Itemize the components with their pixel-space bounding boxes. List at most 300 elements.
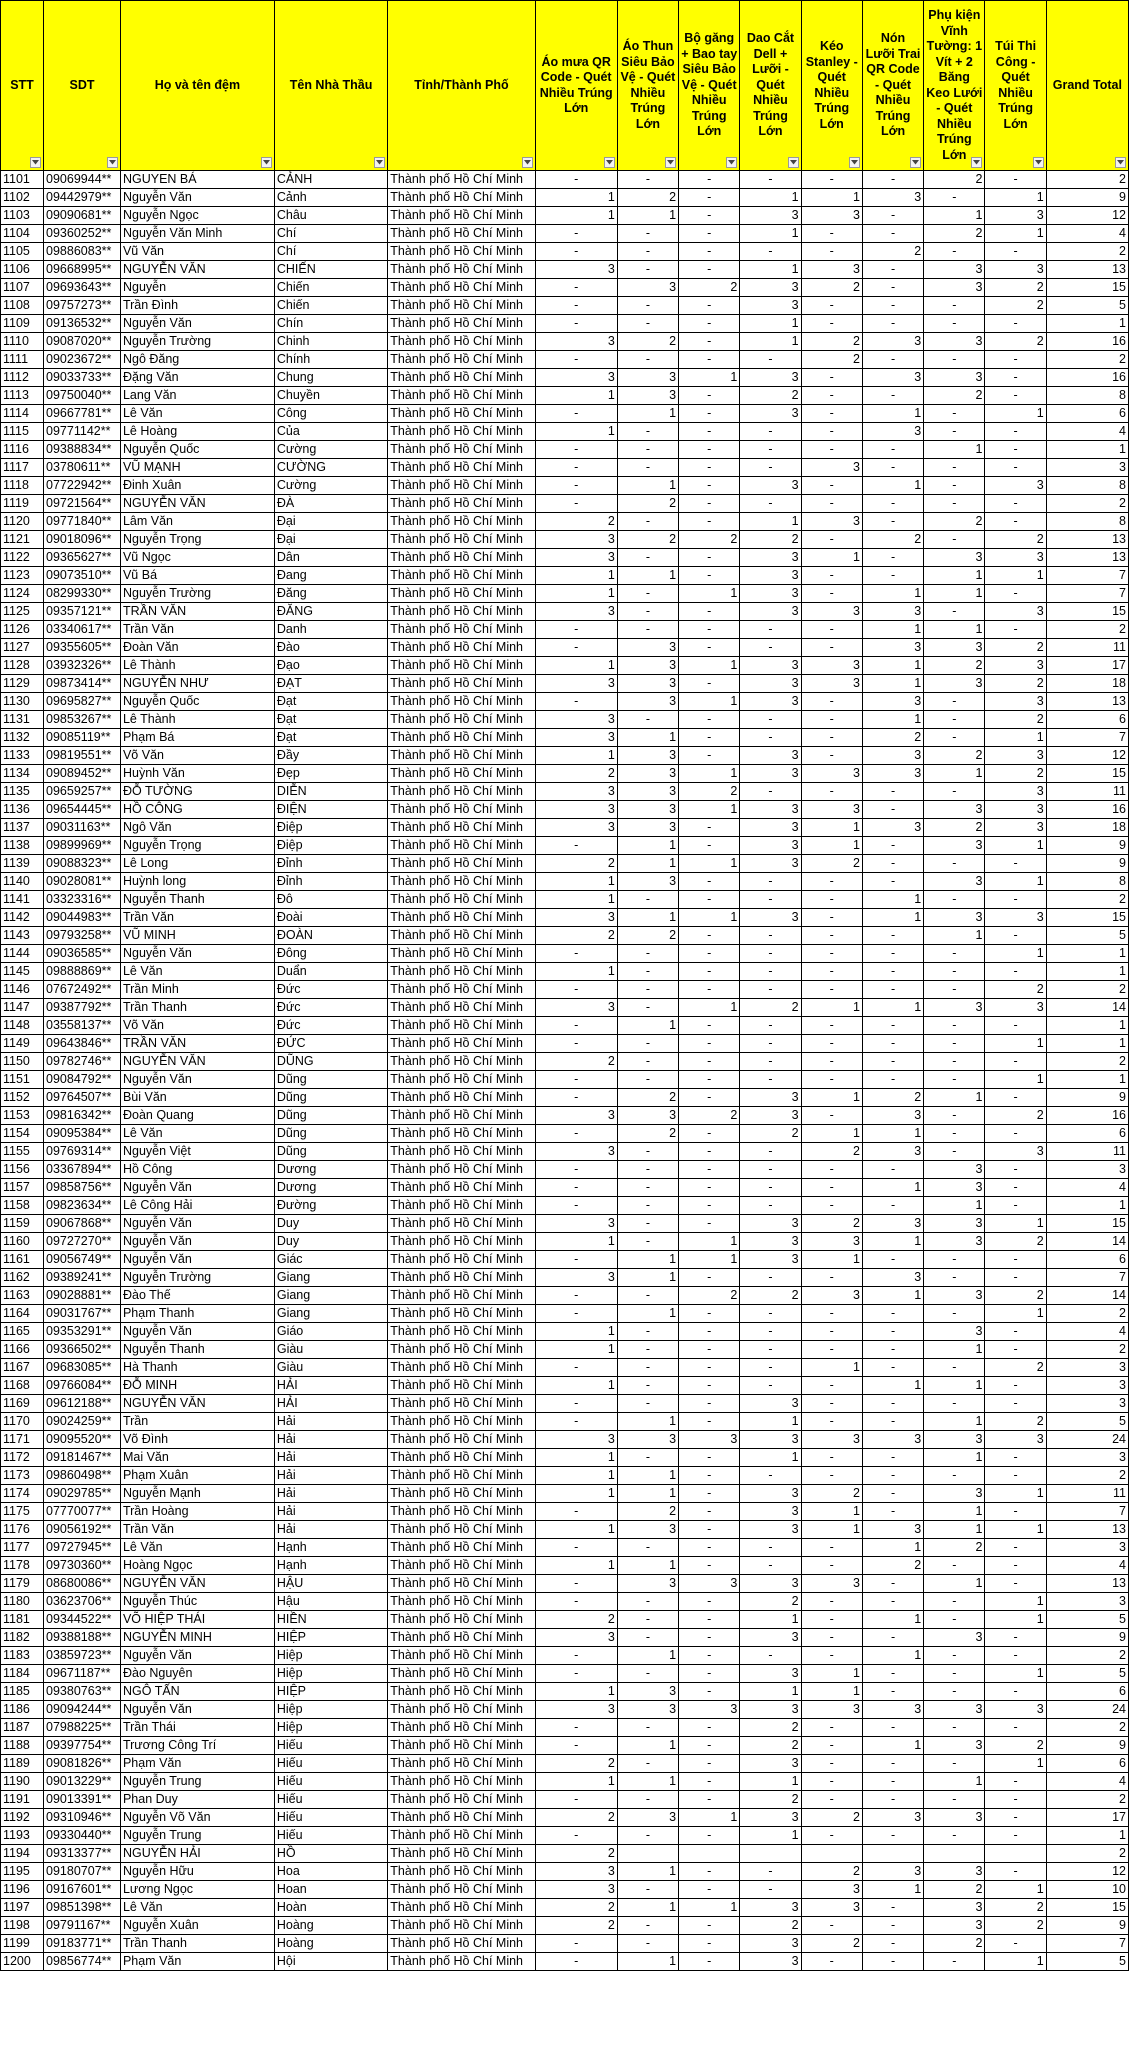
cell-non-luoi-trai[interactable]: - xyxy=(862,1935,923,1953)
cell-keo-stanley[interactable]: - xyxy=(801,621,862,639)
cell-ao-thun[interactable]: - xyxy=(617,315,678,333)
cell-sdt[interactable]: 03340617** xyxy=(44,621,121,639)
cell-grand-total[interactable]: 7 xyxy=(1046,1269,1128,1287)
cell-tui-thi-cong[interactable]: 2 xyxy=(985,639,1046,657)
filter-dropdown-icon[interactable] xyxy=(1033,157,1044,168)
cell-non-luoi-trai[interactable]: 1 xyxy=(862,1125,923,1143)
cell-stt[interactable]: 1110 xyxy=(1,333,44,351)
cell-ho-va-ten-dem[interactable]: Võ Văn xyxy=(120,747,274,765)
cell-tinh-thanh-pho[interactable]: Thành phố Hồ Chí Minh xyxy=(388,1449,535,1467)
cell-keo-stanley[interactable]: - xyxy=(801,891,862,909)
cell-grand-total[interactable]: 5 xyxy=(1046,1953,1128,1971)
cell-tui-thi-cong[interactable]: 3 xyxy=(985,801,1046,819)
cell-non-luoi-trai[interactable]: 3 xyxy=(862,603,923,621)
cell-ho-va-ten-dem[interactable]: NGUYỄN VĂN xyxy=(120,261,274,279)
cell-ten-nha-thau[interactable]: Dũng xyxy=(274,1125,387,1143)
cell-non-luoi-trai[interactable]: 3 xyxy=(862,1431,923,1449)
cell-keo-stanley[interactable]: - xyxy=(801,1161,862,1179)
cell-non-luoi-trai[interactable]: 3 xyxy=(862,747,923,765)
cell-keo-stanley[interactable]: - xyxy=(801,1467,862,1485)
cell-ao-thun[interactable]: - xyxy=(617,549,678,567)
cell-sdt[interactable]: 09028081** xyxy=(44,873,121,891)
cell-ao-mua[interactable]: 1 xyxy=(535,1233,617,1251)
cell-ho-va-ten-dem[interactable]: VÕ HIỆP THÁI xyxy=(120,1611,274,1629)
cell-stt[interactable]: 1116 xyxy=(1,441,44,459)
cell-dao-cat[interactable]: - xyxy=(740,945,801,963)
cell-grand-total[interactable]: 2 xyxy=(1046,621,1128,639)
cell-stt[interactable]: 1198 xyxy=(1,1917,44,1935)
cell-keo-stanley[interactable]: - xyxy=(801,945,862,963)
cell-bo-gang[interactable]: - xyxy=(679,1071,740,1089)
cell-ao-mua[interactable]: 2 xyxy=(535,1611,617,1629)
cell-ao-mua[interactable]: 2 xyxy=(535,1053,617,1071)
cell-bo-gang[interactable]: - xyxy=(679,1035,740,1053)
cell-dao-cat[interactable]: 3 xyxy=(740,1089,801,1107)
cell-ho-va-ten-dem[interactable]: Võ Văn xyxy=(120,1017,274,1035)
cell-non-luoi-trai[interactable]: 2 xyxy=(862,1089,923,1107)
cell-keo-stanley[interactable]: 1 xyxy=(801,1089,862,1107)
cell-ho-va-ten-dem[interactable]: Nguyễn Văn xyxy=(120,1647,274,1665)
cell-ao-thun[interactable]: 1 xyxy=(617,909,678,927)
cell-bo-gang[interactable]: 3 xyxy=(679,1575,740,1593)
cell-stt[interactable]: 1191 xyxy=(1,1791,44,1809)
cell-ao-mua[interactable]: - xyxy=(535,243,617,261)
cell-ao-mua[interactable]: - xyxy=(535,315,617,333)
cell-ho-va-ten-dem[interactable]: Nguyễn Văn xyxy=(120,1701,274,1719)
cell-tui-thi-cong[interactable]: - xyxy=(985,1395,1046,1413)
cell-stt[interactable]: 1160 xyxy=(1,1233,44,1251)
cell-ao-mua[interactable]: - xyxy=(535,1287,617,1305)
cell-grand-total[interactable]: 3 xyxy=(1046,1539,1128,1557)
cell-ten-nha-thau[interactable]: ĐĂNG xyxy=(274,603,387,621)
cell-ao-thun[interactable]: - xyxy=(617,891,678,909)
cell-ao-thun[interactable]: - xyxy=(617,1197,678,1215)
cell-ho-va-ten-dem[interactable]: Nguyễn xyxy=(120,279,274,297)
cell-phu-kien[interactable]: 3 xyxy=(924,1809,985,1827)
cell-grand-total[interactable]: 6 xyxy=(1046,1251,1128,1269)
cell-stt[interactable]: 1200 xyxy=(1,1953,44,1971)
cell-tui-thi-cong[interactable]: 1 xyxy=(985,1611,1046,1629)
cell-ao-mua[interactable]: 1 xyxy=(535,1683,617,1701)
filter-dropdown-icon[interactable] xyxy=(107,157,118,168)
cell-grand-total[interactable]: 4 xyxy=(1046,225,1128,243)
cell-stt[interactable]: 1143 xyxy=(1,927,44,945)
cell-phu-kien[interactable]: 1 xyxy=(924,1449,985,1467)
cell-keo-stanley[interactable]: 2 xyxy=(801,279,862,297)
cell-tui-thi-cong[interactable]: - xyxy=(985,1341,1046,1359)
cell-bo-gang[interactable]: - xyxy=(679,333,740,351)
cell-bo-gang[interactable]: 1 xyxy=(679,1233,740,1251)
cell-ten-nha-thau[interactable]: Chí xyxy=(274,225,387,243)
cell-tinh-thanh-pho[interactable]: Thành phố Hồ Chí Minh xyxy=(388,1557,535,1575)
cell-keo-stanley[interactable]: - xyxy=(801,171,862,189)
cell-tinh-thanh-pho[interactable]: Thành phố Hồ Chí Minh xyxy=(388,405,535,423)
cell-ao-mua[interactable]: - xyxy=(535,1719,617,1737)
cell-sdt[interactable]: 09018096** xyxy=(44,531,121,549)
cell-bo-gang[interactable]: 1 xyxy=(679,1251,740,1269)
cell-dao-cat[interactable]: 2 xyxy=(740,1737,801,1755)
cell-keo-stanley[interactable]: 1 xyxy=(801,837,862,855)
cell-phu-kien[interactable]: - xyxy=(924,423,985,441)
cell-dao-cat[interactable]: 3 xyxy=(740,1629,801,1647)
cell-ao-mua[interactable]: - xyxy=(535,945,617,963)
cell-tinh-thanh-pho[interactable]: Thành phố Hồ Chí Minh xyxy=(388,945,535,963)
cell-sdt[interactable]: 03932326** xyxy=(44,657,121,675)
cell-tui-thi-cong[interactable]: - xyxy=(985,369,1046,387)
cell-keo-stanley[interactable]: - xyxy=(801,1197,862,1215)
cell-keo-stanley[interactable]: - xyxy=(801,1413,862,1431)
cell-ten-nha-thau[interactable]: Công xyxy=(274,405,387,423)
cell-ho-va-ten-dem[interactable]: Lê Thành xyxy=(120,657,274,675)
cell-ten-nha-thau[interactable]: Đại xyxy=(274,513,387,531)
cell-stt[interactable]: 1169 xyxy=(1,1395,44,1413)
cell-ten-nha-thau[interactable]: Đầy xyxy=(274,747,387,765)
cell-sdt[interactable]: 09089452** xyxy=(44,765,121,783)
cell-stt[interactable]: 1147 xyxy=(1,999,44,1017)
cell-ao-mua[interactable]: 1 xyxy=(535,1341,617,1359)
cell-tinh-thanh-pho[interactable]: Thành phố Hồ Chí Minh xyxy=(388,711,535,729)
cell-stt[interactable]: 1172 xyxy=(1,1449,44,1467)
cell-ao-thun[interactable]: 1 xyxy=(617,1863,678,1881)
cell-non-luoi-trai[interactable]: 3 xyxy=(862,1143,923,1161)
cell-ten-nha-thau[interactable]: Giàu xyxy=(274,1341,387,1359)
cell-stt[interactable]: 1108 xyxy=(1,297,44,315)
cell-bo-gang[interactable]: - xyxy=(679,1323,740,1341)
cell-grand-total[interactable]: 7 xyxy=(1046,567,1128,585)
cell-sdt[interactable]: 09769314** xyxy=(44,1143,121,1161)
cell-dao-cat[interactable]: 2 xyxy=(740,1593,801,1611)
filter-dropdown-icon[interactable] xyxy=(604,157,615,168)
cell-phu-kien[interactable]: 3 xyxy=(924,279,985,297)
cell-dao-cat[interactable]: - xyxy=(740,1647,801,1665)
cell-grand-total[interactable]: 4 xyxy=(1046,1179,1128,1197)
cell-sdt[interactable]: 09886083** xyxy=(44,243,121,261)
cell-non-luoi-trai[interactable]: - xyxy=(862,1395,923,1413)
cell-tui-thi-cong[interactable]: 1 xyxy=(985,729,1046,747)
cell-sdt[interactable]: 09056192** xyxy=(44,1521,121,1539)
cell-phu-kien[interactable]: 1 xyxy=(924,765,985,783)
cell-ao-mua[interactable]: 3 xyxy=(535,531,617,549)
cell-non-luoi-trai[interactable]: 3 xyxy=(862,1701,923,1719)
cell-ao-thun[interactable]: - xyxy=(617,963,678,981)
cell-tinh-thanh-pho[interactable]: Thành phố Hồ Chí Minh xyxy=(388,765,535,783)
cell-grand-total[interactable]: 9 xyxy=(1046,1629,1128,1647)
cell-bo-gang[interactable]: - xyxy=(679,387,740,405)
cell-tui-thi-cong[interactable]: 2 xyxy=(985,279,1046,297)
cell-phu-kien[interactable]: 3 xyxy=(924,369,985,387)
cell-tui-thi-cong[interactable]: 3 xyxy=(985,261,1046,279)
cell-ao-thun[interactable]: - xyxy=(617,1665,678,1683)
cell-ao-thun[interactable]: 3 xyxy=(617,783,678,801)
cell-phu-kien[interactable]: 3 xyxy=(924,1287,985,1305)
cell-sdt[interactable]: 09442979** xyxy=(44,189,121,207)
cell-tinh-thanh-pho[interactable]: Thành phố Hồ Chí Minh xyxy=(388,1089,535,1107)
cell-dao-cat[interactable]: 3 xyxy=(740,747,801,765)
cell-dao-cat[interactable]: 3 xyxy=(740,1215,801,1233)
cell-dao-cat[interactable]: 2 xyxy=(740,999,801,1017)
cell-ao-mua[interactable]: 1 xyxy=(535,1773,617,1791)
cell-dao-cat[interactable]: 1 xyxy=(740,261,801,279)
filter-dropdown-icon[interactable] xyxy=(30,157,41,168)
cell-ao-thun[interactable]: 3 xyxy=(617,801,678,819)
cell-ao-mua[interactable]: 1 xyxy=(535,963,617,981)
cell-phu-kien[interactable]: 3 xyxy=(924,1485,985,1503)
cell-ao-thun[interactable]: 3 xyxy=(617,1683,678,1701)
cell-non-luoi-trai[interactable]: - xyxy=(862,963,923,981)
cell-phu-kien[interactable]: 1 xyxy=(924,1197,985,1215)
cell-ao-thun[interactable]: - xyxy=(617,1395,678,1413)
cell-ao-thun[interactable]: 3 xyxy=(617,693,678,711)
cell-bo-gang[interactable]: 2 xyxy=(679,531,740,549)
cell-phu-kien[interactable]: - xyxy=(924,1269,985,1287)
cell-ho-va-ten-dem[interactable]: Nguyễn Quốc xyxy=(120,693,274,711)
cell-tinh-thanh-pho[interactable]: Thành phố Hồ Chí Minh xyxy=(388,369,535,387)
cell-keo-stanley[interactable]: - xyxy=(801,909,862,927)
cell-ho-va-ten-dem[interactable]: Nguyễn Thanh xyxy=(120,1341,274,1359)
cell-dao-cat[interactable]: - xyxy=(740,927,801,945)
cell-stt[interactable]: 1177 xyxy=(1,1539,44,1557)
cell-dao-cat[interactable]: - xyxy=(740,1161,801,1179)
cell-sdt[interactable]: 09366502** xyxy=(44,1341,121,1359)
cell-sdt[interactable]: 09013391** xyxy=(44,1791,121,1809)
cell-tui-thi-cong[interactable]: - xyxy=(985,1197,1046,1215)
cell-ao-mua[interactable]: 3 xyxy=(535,1431,617,1449)
cell-non-luoi-trai[interactable]: 1 xyxy=(862,891,923,909)
cell-keo-stanley[interactable]: 1 xyxy=(801,1125,862,1143)
cell-non-luoi-trai[interactable]: 3 xyxy=(862,1521,923,1539)
cell-phu-kien[interactable]: - xyxy=(924,1593,985,1611)
cell-phu-kien[interactable]: 3 xyxy=(924,549,985,567)
cell-tinh-thanh-pho[interactable]: Thành phố Hồ Chí Minh xyxy=(388,1791,535,1809)
cell-ao-thun[interactable]: 1 xyxy=(617,567,678,585)
cell-keo-stanley[interactable]: 3 xyxy=(801,657,862,675)
cell-stt[interactable]: 1197 xyxy=(1,1899,44,1917)
cell-ao-thun[interactable]: 1 xyxy=(617,1899,678,1917)
cell-bo-gang[interactable]: 2 xyxy=(679,279,740,297)
cell-ao-thun[interactable]: - xyxy=(617,1917,678,1935)
cell-keo-stanley[interactable]: - xyxy=(801,729,862,747)
cell-ao-thun[interactable]: 3 xyxy=(617,1575,678,1593)
cell-ao-thun[interactable]: - xyxy=(617,711,678,729)
cell-tui-thi-cong[interactable]: - xyxy=(985,1539,1046,1557)
cell-sdt[interactable]: 09183771** xyxy=(44,1935,121,1953)
cell-keo-stanley[interactable]: - xyxy=(801,1629,862,1647)
cell-ao-thun[interactable]: 1 xyxy=(617,837,678,855)
cell-non-luoi-trai[interactable]: 1 xyxy=(862,999,923,1017)
cell-non-luoi-trai[interactable]: - xyxy=(862,1827,923,1845)
cell-grand-total[interactable]: 18 xyxy=(1046,819,1128,837)
cell-ten-nha-thau[interactable]: Đạo xyxy=(274,657,387,675)
cell-sdt[interactable]: 09683085** xyxy=(44,1359,121,1377)
cell-bo-gang[interactable]: 1 xyxy=(679,1899,740,1917)
cell-keo-stanley[interactable]: 3 xyxy=(801,1575,862,1593)
cell-bo-gang[interactable]: 1 xyxy=(679,657,740,675)
cell-dao-cat[interactable]: - xyxy=(740,639,801,657)
cell-grand-total[interactable]: 9 xyxy=(1046,1089,1128,1107)
cell-ao-thun[interactable]: 3 xyxy=(617,747,678,765)
cell-dao-cat[interactable]: 3 xyxy=(740,1809,801,1827)
cell-phu-kien[interactable]: - xyxy=(924,531,985,549)
cell-phu-kien[interactable]: 1 xyxy=(924,585,985,603)
cell-phu-kien[interactable]: - xyxy=(924,1071,985,1089)
cell-bo-gang[interactable]: - xyxy=(679,675,740,693)
cell-grand-total[interactable]: 2 xyxy=(1046,1305,1128,1323)
cell-tinh-thanh-pho[interactable]: Thành phố Hồ Chí Minh xyxy=(388,1593,535,1611)
cell-ao-thun[interactable]: 1 xyxy=(617,1017,678,1035)
cell-tinh-thanh-pho[interactable]: Thành phố Hồ Chí Minh xyxy=(388,1521,535,1539)
cell-tui-thi-cong[interactable]: - xyxy=(985,1053,1046,1071)
cell-phu-kien[interactable]: 1 xyxy=(924,621,985,639)
cell-non-luoi-trai[interactable]: - xyxy=(862,1593,923,1611)
cell-phu-kien[interactable]: - xyxy=(924,315,985,333)
cell-ho-va-ten-dem[interactable]: NGUYỄN VĂN xyxy=(120,1395,274,1413)
cell-ho-va-ten-dem[interactable]: Nguyễn Văn xyxy=(120,1215,274,1233)
cell-phu-kien[interactable]: - xyxy=(924,1683,985,1701)
cell-ao-mua[interactable]: 2 xyxy=(535,765,617,783)
cell-tui-thi-cong[interactable]: 2 xyxy=(985,765,1046,783)
cell-sdt[interactable]: 09853267** xyxy=(44,711,121,729)
cell-tui-thi-cong[interactable]: 1 xyxy=(985,1521,1046,1539)
cell-non-luoi-trai[interactable]: 3 xyxy=(862,693,923,711)
cell-tui-thi-cong[interactable]: - xyxy=(985,891,1046,909)
cell-keo-stanley[interactable]: 1 xyxy=(801,1521,862,1539)
cell-stt[interactable]: 1178 xyxy=(1,1557,44,1575)
cell-bo-gang[interactable]: - xyxy=(679,1539,740,1557)
cell-keo-stanley[interactable]: 2 xyxy=(801,1935,862,1953)
cell-keo-stanley[interactable]: 2 xyxy=(801,351,862,369)
cell-non-luoi-trai[interactable]: - xyxy=(862,567,923,585)
cell-ten-nha-thau[interactable]: Dân xyxy=(274,549,387,567)
cell-dao-cat[interactable]: - xyxy=(740,1881,801,1899)
cell-dao-cat[interactable]: - xyxy=(740,873,801,891)
cell-tinh-thanh-pho[interactable]: Thành phố Hồ Chí Minh xyxy=(388,1341,535,1359)
cell-tinh-thanh-pho[interactable]: Thành phố Hồ Chí Minh xyxy=(388,243,535,261)
cell-dao-cat[interactable]: 1 xyxy=(740,1827,801,1845)
cell-tui-thi-cong[interactable]: 2 xyxy=(985,675,1046,693)
cell-non-luoi-trai[interactable]: 1 xyxy=(862,909,923,927)
cell-ten-nha-thau[interactable]: Đô xyxy=(274,891,387,909)
cell-tinh-thanh-pho[interactable]: Thành phố Hồ Chí Minh xyxy=(388,927,535,945)
cell-phu-kien[interactable]: - xyxy=(924,1827,985,1845)
cell-ho-va-ten-dem[interactable]: Lê Long xyxy=(120,855,274,873)
cell-ao-mua[interactable]: - xyxy=(535,1197,617,1215)
cell-tinh-thanh-pho[interactable]: Thành phố Hồ Chí Minh xyxy=(388,621,535,639)
cell-keo-stanley[interactable]: - xyxy=(801,711,862,729)
cell-keo-stanley[interactable]: - xyxy=(801,1017,862,1035)
cell-dao-cat[interactable]: - xyxy=(740,459,801,477)
cell-non-luoi-trai[interactable]: 1 xyxy=(862,585,923,603)
cell-ao-thun[interactable]: 1 xyxy=(617,207,678,225)
cell-ho-va-ten-dem[interactable]: NGUYỄN VĂN xyxy=(120,1575,274,1593)
cell-ho-va-ten-dem[interactable]: Nguyễn Văn xyxy=(120,1233,274,1251)
cell-ten-nha-thau[interactable]: Dũng xyxy=(274,1143,387,1161)
cell-ao-thun[interactable]: - xyxy=(617,1053,678,1071)
cell-non-luoi-trai[interactable]: - xyxy=(862,1251,923,1269)
cell-tinh-thanh-pho[interactable]: Thành phố Hồ Chí Minh xyxy=(388,1359,535,1377)
cell-tinh-thanh-pho[interactable]: Thành phố Hồ Chí Minh xyxy=(388,801,535,819)
cell-ao-mua[interactable]: - xyxy=(535,495,617,513)
cell-ao-thun[interactable]: 3 xyxy=(617,279,678,297)
cell-dao-cat[interactable]: - xyxy=(740,1035,801,1053)
cell-non-luoi-trai[interactable]: - xyxy=(862,1575,923,1593)
cell-tinh-thanh-pho[interactable]: Thành phố Hồ Chí Minh xyxy=(388,1269,535,1287)
cell-ho-va-ten-dem[interactable]: Trần Thanh xyxy=(120,999,274,1017)
cell-stt[interactable]: 1139 xyxy=(1,855,44,873)
cell-dao-cat[interactable]: 3 xyxy=(740,477,801,495)
cell-tui-thi-cong[interactable]: 1 xyxy=(985,1593,1046,1611)
cell-keo-stanley[interactable] xyxy=(801,1845,862,1863)
cell-bo-gang[interactable]: - xyxy=(679,225,740,243)
cell-phu-kien[interactable]: - xyxy=(924,1467,985,1485)
cell-keo-stanley[interactable]: - xyxy=(801,477,862,495)
cell-ao-mua[interactable]: - xyxy=(535,477,617,495)
cell-tui-thi-cong[interactable]: 1 xyxy=(985,225,1046,243)
cell-tui-thi-cong[interactable]: 1 xyxy=(985,567,1046,585)
cell-sdt[interactable]: 09693643** xyxy=(44,279,121,297)
cell-phu-kien[interactable]: 3 xyxy=(924,999,985,1017)
cell-stt[interactable]: 1150 xyxy=(1,1053,44,1071)
cell-grand-total[interactable]: 2 xyxy=(1046,171,1128,189)
cell-ao-thun[interactable]: 1 xyxy=(617,1953,678,1971)
cell-tinh-thanh-pho[interactable]: Thành phố Hồ Chí Minh xyxy=(388,783,535,801)
cell-bo-gang[interactable]: 1 xyxy=(679,1809,740,1827)
cell-tinh-thanh-pho[interactable]: Thành phố Hồ Chí Minh xyxy=(388,693,535,711)
cell-tinh-thanh-pho[interactable]: Thành phố Hồ Chí Minh xyxy=(388,603,535,621)
cell-ao-thun[interactable]: 3 xyxy=(617,1521,678,1539)
cell-keo-stanley[interactable]: 3 xyxy=(801,207,862,225)
filter-dropdown-icon[interactable] xyxy=(726,157,737,168)
cell-tui-thi-cong[interactable]: 3 xyxy=(985,1431,1046,1449)
cell-non-luoi-trai[interactable]: 3 xyxy=(862,369,923,387)
cell-tinh-thanh-pho[interactable]: Thành phố Hồ Chí Minh xyxy=(388,675,535,693)
cell-ho-va-ten-dem[interactable]: Trần Văn xyxy=(120,621,274,639)
cell-tinh-thanh-pho[interactable]: Thành phố Hồ Chí Minh xyxy=(388,1485,535,1503)
cell-grand-total[interactable]: 8 xyxy=(1046,387,1128,405)
cell-phu-kien[interactable]: 1 xyxy=(924,927,985,945)
cell-ho-va-ten-dem[interactable]: VŨ MINH xyxy=(120,927,274,945)
cell-dao-cat[interactable]: - xyxy=(740,621,801,639)
cell-non-luoi-trai[interactable]: - xyxy=(862,1449,923,1467)
cell-sdt[interactable]: 09088323** xyxy=(44,855,121,873)
cell-tinh-thanh-pho[interactable]: Thành phố Hồ Chí Minh xyxy=(388,729,535,747)
cell-ao-thun[interactable]: - xyxy=(617,1755,678,1773)
cell-tinh-thanh-pho[interactable]: Thành phố Hồ Chí Minh xyxy=(388,1431,535,1449)
cell-ten-nha-thau[interactable]: Hải xyxy=(274,1485,387,1503)
cell-stt[interactable]: 1105 xyxy=(1,243,44,261)
cell-sdt[interactable]: 09856774** xyxy=(44,1953,121,1971)
cell-non-luoi-trai[interactable]: - xyxy=(862,1485,923,1503)
cell-keo-stanley[interactable]: - xyxy=(801,369,862,387)
cell-ten-nha-thau[interactable]: Đoài xyxy=(274,909,387,927)
cell-ten-nha-thau[interactable]: Điệp xyxy=(274,819,387,837)
cell-dao-cat[interactable]: 1 xyxy=(740,1611,801,1629)
cell-tinh-thanh-pho[interactable]: Thành phố Hồ Chí Minh xyxy=(388,999,535,1017)
cell-phu-kien[interactable]: 3 xyxy=(924,1863,985,1881)
cell-ao-thun[interactable]: 2 xyxy=(617,189,678,207)
cell-grand-total[interactable]: 4 xyxy=(1046,1773,1128,1791)
cell-keo-stanley[interactable]: - xyxy=(801,441,862,459)
cell-tinh-thanh-pho[interactable]: Thành phố Hồ Chí Minh xyxy=(388,1935,535,1953)
cell-phu-kien[interactable]: - xyxy=(924,459,985,477)
cell-grand-total[interactable]: 1 xyxy=(1046,1071,1128,1089)
cell-ten-nha-thau[interactable]: Hiệp xyxy=(274,1665,387,1683)
cell-ten-nha-thau[interactable]: ĐẠT xyxy=(274,675,387,693)
cell-dao-cat[interactable]: - xyxy=(740,711,801,729)
cell-ho-va-ten-dem[interactable]: Nguyễn Trung xyxy=(120,1773,274,1791)
cell-keo-stanley[interactable]: - xyxy=(801,1791,862,1809)
cell-tui-thi-cong[interactable]: 1 xyxy=(985,1071,1046,1089)
cell-stt[interactable]: 1145 xyxy=(1,963,44,981)
